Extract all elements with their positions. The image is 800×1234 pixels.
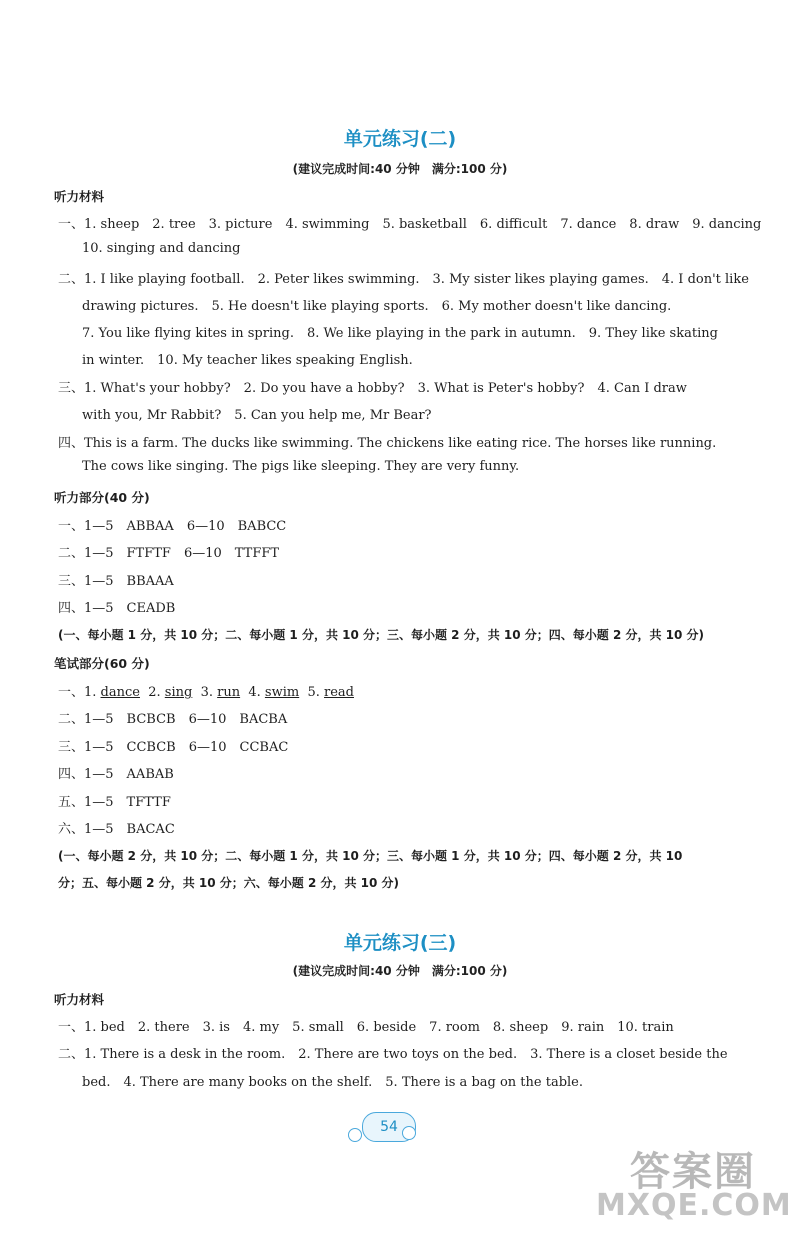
unit3-material-line: bed. 4. There are many books on the shelf. 5. There is a bag on the table. [82,1075,584,1090]
watermark-top-text: 答案圈 [630,1149,756,1195]
unit2-written-part-heading: 笔试部分(60 分) [54,656,150,671]
unit2-material-line: The cows like singing. The pigs like sleeping. They are very funny. [82,459,520,474]
unit2-material-line: in winter. 10. My teacher likes speaking English. [82,353,413,368]
watermark-bottom-text: MXQE.COM [596,1188,792,1223]
unit3-listening-material-heading: 听力材料 [54,992,105,1007]
unit2-material-line: drawing pictures. 5. He doesn't like playing sports. 6. My mother doesn't like dancing. [82,299,672,314]
bubble-decoration [348,1128,362,1142]
unit2-written-answer: 二、1—5 BCBCB 6—10 BACBA [58,712,288,727]
unit3-material-line: 二、1. There is a desk in the room. 2. There are two toys on the bed. 3. There is a closet beside the [58,1047,728,1062]
unit2-subtitle: (建议完成时间:40 分钟 满分:100 分) [292,162,508,176]
page-number: 54 [362,1112,416,1142]
unit2-written-answer: 三、1—5 CCBCB 6—10 CCBAC [58,740,289,755]
unit3-material-line: 一、1. bed 2. there 3. is 4. my 5. small 6. beside 7. room 8. sheep 9. rain 10. train [58,1020,674,1035]
unit2-listening-material-heading: 听力材料 [54,189,105,204]
written-word: dance [100,685,140,700]
unit3-title: 单元练习(三) [343,932,457,954]
unit2-written-answer: 五、1—5 TFTTF [58,795,171,810]
written-word: run [217,685,241,700]
watermark-logo [590,1140,790,1230]
unit2-listening-answer: 一、1—5 ABBAA 6—10 BABCC [58,519,287,534]
unit2-written-scoring: 分；五、每小题 2 分，共 10 分；六、每小题 2 分，共 10 分) [58,876,400,890]
unit2-material-line: 三、1. What's your hobby? 2. Do you have a hobby? 3. What is Peter's hobby? 4. Can I draw [58,381,687,396]
unit2-written-answer-first: 一、1. dance 2. sing 3. run 4. swim 5. read [58,685,354,700]
unit2-listening-answer: 四、1—5 CEADB [58,601,176,616]
unit2-material-line: 一、1. sheep 2. tree 3. picture 4. swimming 5. basketball 6. difficult 7. dance 8. draw 9. dancing [58,217,762,232]
unit2-written-answer: 六、1—5 BACAC [58,822,175,837]
bubble-decoration [402,1126,416,1140]
unit2-title: 单元练习(二) [343,128,457,150]
unit2-written-scoring: (一、每小题 2 分，共 10 分；二、每小题 1 分，共 10 分；三、每小题 1 分，共 10 分；四、每小题 2 分，共 10 [58,849,683,863]
unit2-listening-part-heading: 听力部分(40 分) [54,490,150,505]
written-word: swim [264,685,300,700]
unit2-material-line: 10. singing and dancing [82,241,241,256]
unit2-material-line: 7. You like flying kites in spring. 8. We like playing in the park in autumn. 9. They like skating [82,326,718,341]
unit2-material-line: 四、This is a farm. The ducks like swimming. The chickens like eating rice. The horses like running. [58,436,717,451]
unit3-subtitle: (建议完成时间:40 分钟 满分:100 分) [292,964,508,978]
unit2-material-line: 二、1. I like playing football. 2. Peter likes swimming. 3. My sister likes playing games. 4. I don't like [58,272,749,287]
unit2-listening-scoring: (一、每小题 1 分，共 10 分；二、每小题 1 分，共 10 分；三、每小题 2 分，共 10 分；四、每小题 2 分，共 10 分) [58,628,705,642]
written-first-prefix: 一、1. [58,685,97,700]
written-word: sing [164,685,193,700]
unit2-written-answer: 四、1—5 AABAB [58,767,174,782]
unit2-listening-answer: 二、1—5 FTFTF 6—10 TTFFT [58,546,280,561]
unit2-listening-answer: 三、1—5 BBAAA [58,574,174,589]
unit2-material-line: with you, Mr Rabbit? 5. Can you help me, Mr Bear? [82,408,432,423]
written-word: read [324,685,354,700]
